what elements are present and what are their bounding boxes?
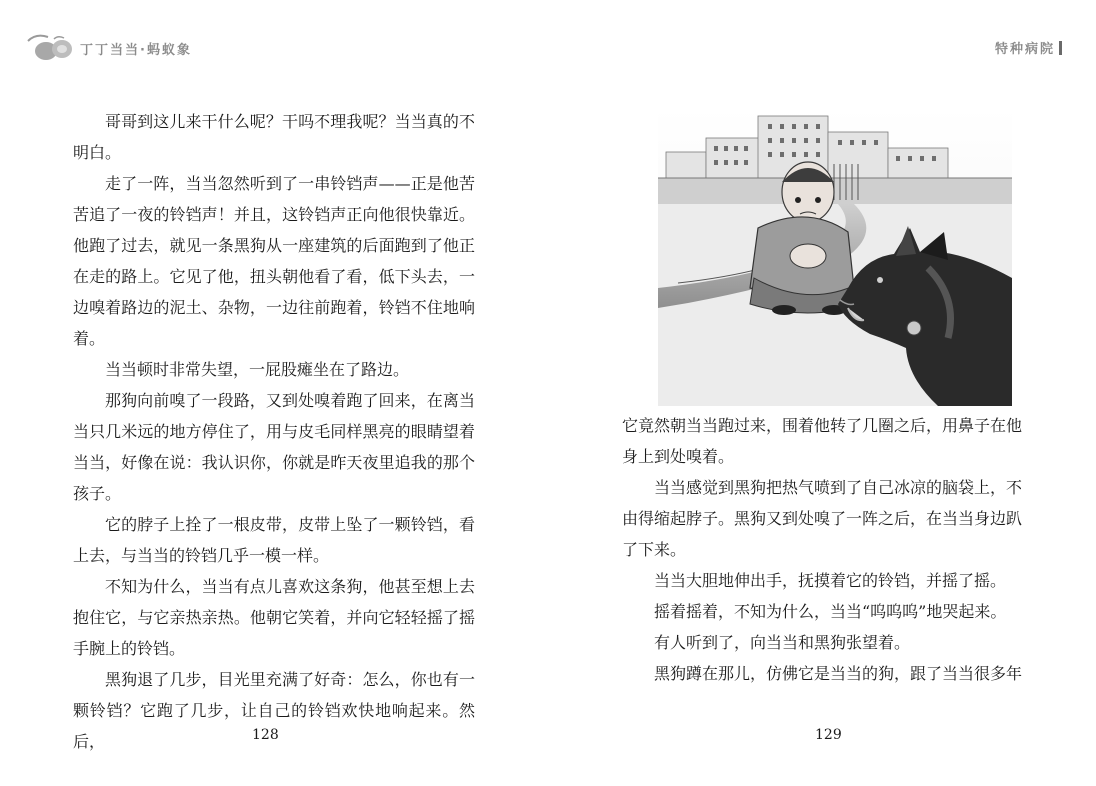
right-body-text (622, 410, 1022, 689)
left-body-text (73, 106, 475, 757)
chapter-title: 特种病院 (994, 42, 1055, 57)
paragraph: 黑狗退了几步，目光里充满了好奇：怎么，你也有一颗铃铛？它跑了几步，让自己的铃铛欢快地响起来。然后， (73, 670, 475, 751)
paragraph: 黑狗蹲在那儿，仿佛它是当当的狗，跟了当当很多年 (654, 664, 1023, 683)
page-number-left: 128 (252, 727, 279, 743)
header-bar-divider (1059, 41, 1062, 55)
series-title: 丁丁当当·蚂蚁象 (80, 42, 192, 58)
paragraph: 走了一阵，当当忽然听到了一串铃铛声——正是他苦苦追了一夜的铃铛声！并且，这铃铛声正向他很快靠近。他跑了过去，就见一条黑狗从一座建筑的后面跑到了他正在走的路上。它见了他，扭头朝他看了看，低下头去，一边嗅着路边的泥土、杂物，一边往前跑着，铃铛不住地响着。 (73, 174, 475, 348)
paragraph: 当当大胆地伸出手，抚摸着它的铃铛，并摇了摇。 (654, 571, 1007, 590)
paragraph: 它竟然朝当当跑过来，围着他转了几圈之后，用鼻子在他身上到处嗅着。 (622, 416, 1023, 466)
paragraph: 摇着摇着，不知为什么，当当“呜呜呜”地哭起来。 (654, 602, 1007, 621)
paragraph: 不知为什么，当当有点儿喜欢这条狗，他甚至想上去抱住它，与它亲热亲热。他朝它笑着，并向它轻轻摇了摇手腕上的铃铛。 (73, 577, 475, 658)
paragraph: 有人听到了，向当当和黑狗张望着。 (654, 633, 911, 652)
paragraph: 哥哥到这儿来干什么呢？干吗不理我呢？当当真的不明白。 (73, 112, 475, 162)
paragraph: 当当感觉到黑狗把热气喷到了自己冰凉的脑袋上，不由得缩起脖子。黑狗又到处嗅了一阵之后，在当当身边趴了下来。 (622, 478, 1023, 559)
gourd-logo-icon (26, 31, 76, 65)
page-number-right: 129 (815, 727, 842, 743)
paragraph: 它的脖子上拴了一根皮带，皮带上坠了一颗铃铛，看上去，与当当的铃铛几乎一模一样。 (73, 515, 475, 565)
illustration-boy-and-dog (658, 108, 1012, 406)
running-header-right (995, 38, 1062, 57)
running-header-left (26, 30, 192, 66)
paragraph: 那狗向前嗅了一段路，又到处嗅着跑了回来，在离当当只几米远的地方停住了，用与皮毛同样黑亮的眼睛望着当当，好像在说：我认识你，你就是昨天夜里追我的那个孩子。 (73, 391, 475, 503)
paragraph: 当当顿时非常失望，一屁股瘫坐在了路边。 (105, 360, 410, 379)
